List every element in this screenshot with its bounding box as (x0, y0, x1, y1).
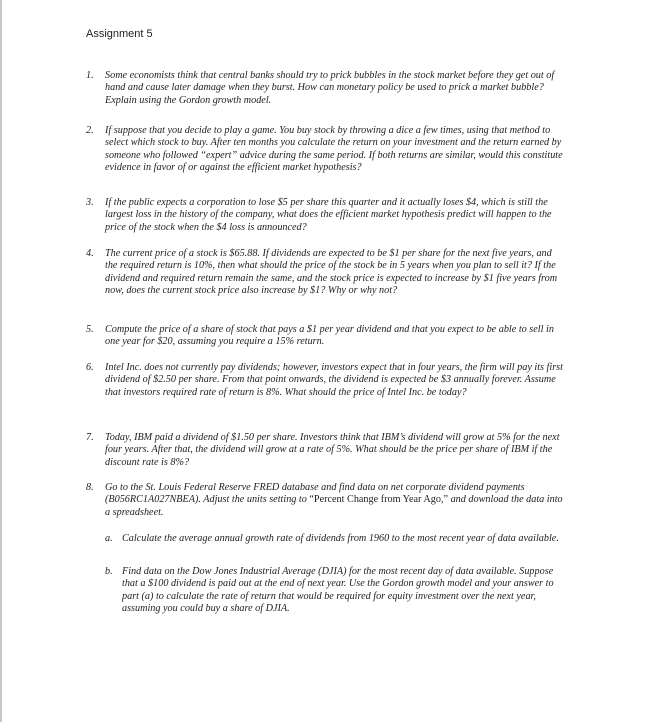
subpart-letter: a. (105, 533, 113, 544)
question-number: 6. (86, 362, 94, 373)
subpart-b (86, 566, 566, 615)
question-6 (86, 362, 566, 399)
question-number: 5. (86, 324, 94, 335)
question-8 (86, 482, 566, 519)
subpart-text: Calculate the average annual growth rate of dividends from 1960 to the most recent year of data available. (122, 533, 559, 544)
question-number: 2. (86, 125, 94, 136)
question-text: The current price of a stock is $65.88. If dividends are expected to be $1 per share for the next five years, and the required return is 10%, then what should the price of the stock be in 5 years when you plan to sell it? If the dividend and required return remain the same, and the stock price is expected to increase by $1 five years from now, does the current stock price also increase by $1? Why or why not? (105, 248, 558, 296)
subpart-a (86, 533, 566, 545)
units-setting-quote: “Percent Change from Year Ago,” (309, 494, 449, 506)
question-text: Compute the price of a share of stock that pays a $1 per year dividend and that you expect to be able to sell in one year for $20, assuming you require a 15% return. (105, 324, 554, 348)
page-title: Assignment 5 (86, 28, 153, 40)
question-text (105, 482, 566, 519)
question-3 (86, 197, 566, 234)
question-number: 7. (86, 432, 94, 443)
question-text: Today, IBM paid a dividend of $1.50 per share. Investors think that IBM’s dividend will grow at 5% for the next four years. After that, the dividend will grow at a rate of 5%. What should be the price per share of IBM if the discount rate is 8%? (105, 432, 560, 468)
question-text-part: Go to the St. Louis Federal Reserve FRED database and find data on net corporate dividend payments (B056RC1A027NBEA). Adjust the units setting to (105, 482, 525, 506)
subpart-letter: b. (105, 566, 113, 577)
question-1 (86, 70, 566, 107)
question-text: If the public expects a corporation to lose $5 per share this quarter and it actually loses $4, which is still the largest loss in the history of the company, what does the efficient market hypothesis predict will happen to the price of the stock when the $4 loss is announced? (105, 197, 552, 233)
question-number: 3. (86, 197, 94, 208)
question-text: Some economists think that central banks should try to prick bubbles in the stock market before they get out of hand and cause later damage when they burst. How can monetary policy be used to prick a market bubble? Explain using the Gordon growth model. (105, 70, 555, 106)
question-4 (86, 248, 566, 297)
question-7 (86, 432, 566, 469)
question-number: 8. (86, 482, 94, 493)
question-number: 4. (86, 248, 94, 259)
question-2 (86, 125, 566, 174)
question-5 (86, 324, 566, 349)
question-text-part: and download the data into a spreadsheet. (105, 494, 563, 518)
subpart-text: Find data on the Dow Jones Industrial Average (DJIA) for the most recent day of data available. Suppose that a $100 dividend is paid out at the end of next year. Use the Gordon growth model and your answer to part (a) to calculate the rate of return that would be required for equity investment over the next year, assuming you could buy a share of DJIA. (122, 566, 554, 614)
question-text: If suppose that you decide to play a game. You buy stock by throwing a dice a few times, using that method to select which stock to buy. After ten months you calculate the return on your investment and the return earned by someone who followed “expert” advice during the same period. If both returns are similar, would this constitute evidence in favor of or against the efficient market hypothesis? (105, 125, 563, 173)
question-text: Intel Inc. does not currently pay dividends; however, investors expect that in four years, the firm will pay its first dividend of $2.50 per share. From that point onwards, the dividend is expected be $3 annually forever. Assume that investors required rate of return is 8%. What should the price of Intel Inc. be today? (105, 362, 563, 398)
question-number: 1. (86, 70, 94, 81)
